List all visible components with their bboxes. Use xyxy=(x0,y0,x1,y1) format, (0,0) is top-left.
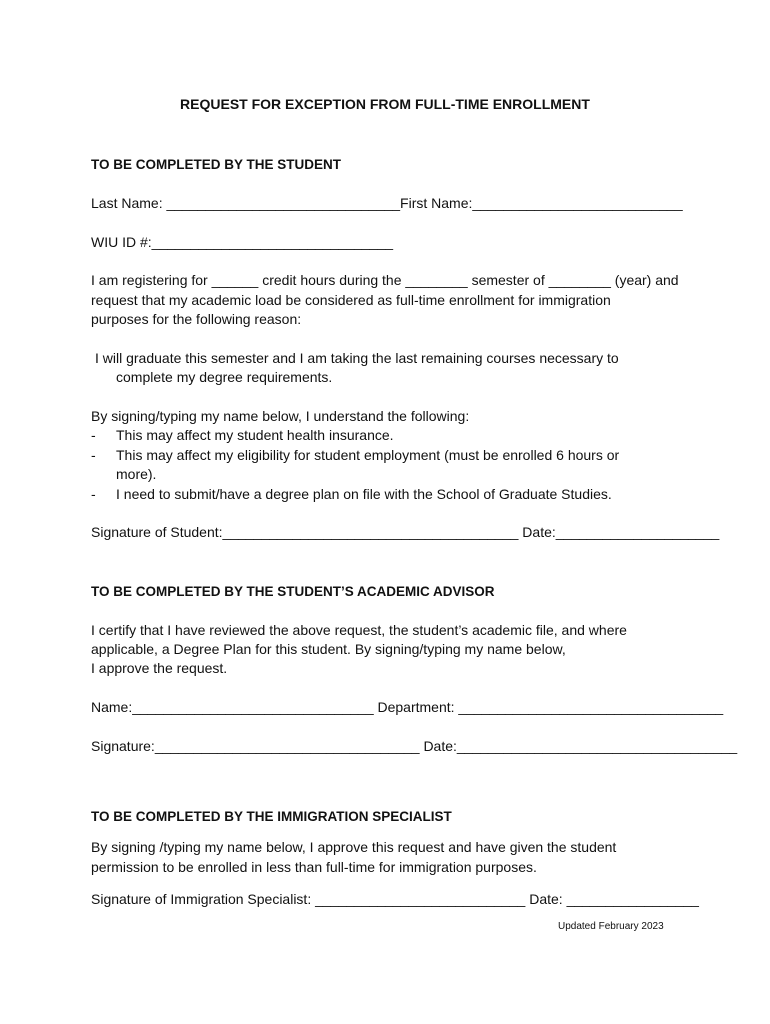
student-signature-line[interactable]: Signature of Student:______________________________________ Date:_____________________ xyxy=(91,524,720,540)
approve-text-line-2: permission to be enrolled in less than full-time for immigration purposes. xyxy=(91,859,537,875)
bullet-item-continuation: more). xyxy=(116,466,157,482)
reason-text-line-2: complete my degree requirements. xyxy=(116,369,333,385)
student-section-heading: TO BE COMPLETED BY THE STUDENT xyxy=(91,157,342,172)
advisor-signature-line[interactable]: Signature:__________________________________ Date:____________________________________ xyxy=(91,738,738,754)
understand-intro: By signing/typing my name below, I understand the following: xyxy=(91,408,470,424)
page-title: REQUEST FOR EXCEPTION FROM FULL-TIME ENROLLMENT xyxy=(180,96,590,112)
specialist-section-heading: TO BE COMPLETED BY THE IMMIGRATION SPECIALIST xyxy=(91,809,452,824)
name-field-line[interactable]: Last Name: ______________________________First Name:___________________________ xyxy=(91,195,683,211)
bullet-item: This may affect my eligibility for student employment (must be enrolled 6 hours or xyxy=(116,447,620,463)
reason-text-line-1: I will graduate this semester and I am taking the last remaining courses necessary to xyxy=(95,350,619,366)
certify-text-line-2: applicable, a Degree Plan for this student. By signing/typing my name below, xyxy=(91,641,566,657)
advisor-name-department-line[interactable]: Name:_______________________________ Department: __________________________________ xyxy=(91,699,724,715)
bullet-item: This may affect my student health insurance. xyxy=(116,427,394,443)
bullet-dash: - xyxy=(91,427,96,443)
certify-text-line-1: I certify that I have reviewed the above request, the student’s academic file, and where xyxy=(91,622,627,638)
wiu-id-field-line[interactable]: WIU ID #:_______________________________ xyxy=(91,234,394,250)
approve-text-line-1: By signing /typing my name below, I approve this request and have given the student xyxy=(91,839,617,855)
advisor-section-heading: TO BE COMPLETED BY THE STUDENT’S ACADEMIC ADVISOR xyxy=(91,584,495,599)
bullet-dash: - xyxy=(91,486,96,502)
bullet-item: I need to submit/have a degree plan on file with the School of Graduate Studies. xyxy=(116,486,612,502)
registering-text-line-2: request that my academic load be considered as full-time enrollment for immigration xyxy=(91,292,611,308)
registering-text-line-3: purposes for the following reason: xyxy=(91,311,302,327)
registering-text-line-1: I am registering for ______ credit hours during the ________ semester of ________ (year) and xyxy=(91,272,679,288)
bullet-dash: - xyxy=(91,447,96,463)
updated-date-footer: Updated February 2023 xyxy=(558,921,664,932)
certify-text-line-3: I approve the request. xyxy=(91,660,228,676)
specialist-signature-line[interactable]: Signature of Immigration Specialist: ___________________________ Date: _________________ xyxy=(91,891,699,907)
